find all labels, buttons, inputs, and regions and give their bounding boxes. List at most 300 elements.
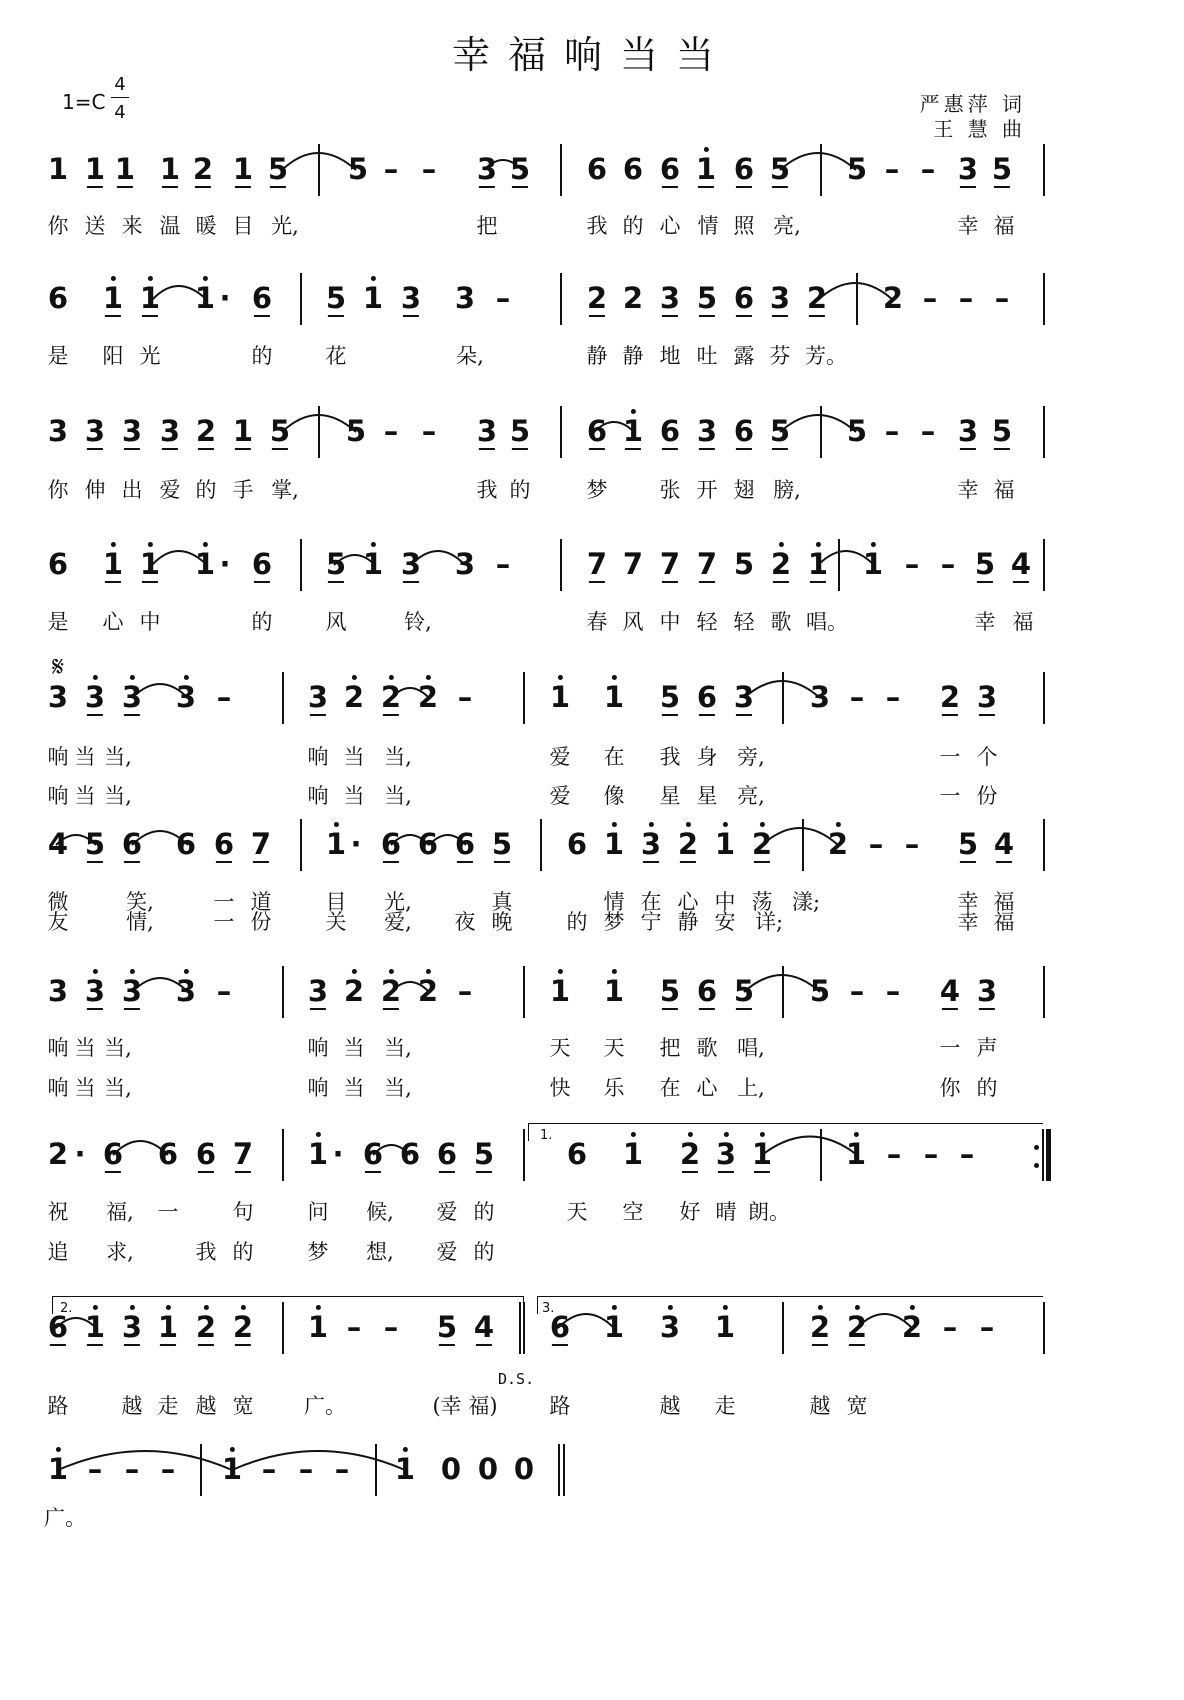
note: 5 <box>509 414 531 448</box>
underline-beam <box>662 714 678 716</box>
note: 3 <box>122 1313 142 1342</box>
barline <box>1043 819 1045 871</box>
underline-beam <box>994 186 1010 188</box>
lyric-verse-2: 星 <box>659 784 681 808</box>
underline-beam <box>552 1344 568 1346</box>
lyric-verse-1: 中 <box>139 610 161 634</box>
underline-beam <box>476 1171 492 1173</box>
note: 3 <box>307 974 329 1008</box>
note: 3 <box>769 281 791 315</box>
augmentation-dot: · <box>74 1137 86 1171</box>
lyric-verse-1: 响 <box>307 1036 329 1060</box>
lyricist-credit: 严惠萍 词 <box>919 92 1026 116</box>
lyric-verse-1: 好 <box>679 1200 701 1224</box>
dash-extension: – <box>457 974 473 1008</box>
tie <box>58 1451 232 1470</box>
lyric-verse-1: 心 <box>102 610 124 634</box>
underline-beam <box>403 581 419 583</box>
underline-beam <box>195 186 211 188</box>
lyric-verse-1: 句 <box>232 1200 254 1224</box>
note: 1 <box>604 683 624 712</box>
note: 6 <box>696 974 718 1008</box>
note: 6 <box>436 1137 458 1171</box>
lyric-verse-1: (幸 福) <box>432 1394 498 1418</box>
lyric-verse-1: 阳 <box>102 344 124 368</box>
note: 6 <box>47 547 69 581</box>
underline-beam <box>87 714 103 716</box>
lyric-verse-1: 广。 <box>304 1394 346 1418</box>
lyric-verse-2: 上, <box>737 1076 765 1100</box>
lyric-verse-1: 问 <box>307 1200 329 1224</box>
lyric-verse-1: 张 <box>659 478 681 502</box>
note: 5 <box>809 974 831 1008</box>
lyric-verse-2: 幸 <box>957 910 979 934</box>
underline-beam <box>87 186 103 188</box>
high-octave-dot <box>111 276 116 281</box>
lyric-verse-1: 唱, <box>737 1036 765 1060</box>
note: 2 <box>381 977 401 1006</box>
lyric-verse-1: 中 <box>659 610 681 634</box>
lyric-verse-1: 身 <box>696 745 718 769</box>
note: 1 <box>114 152 136 186</box>
lyric-verse-1: 照 <box>733 214 755 238</box>
lyric-verse-1: 一 <box>939 1036 961 1060</box>
high-octave-dot <box>612 675 617 680</box>
underline-beam <box>198 448 214 450</box>
barline <box>820 144 822 196</box>
high-octave-dot <box>558 969 563 974</box>
dash-extension: – <box>383 414 399 448</box>
underline-beam <box>365 1171 381 1173</box>
final-barline <box>558 1444 560 1496</box>
dash-extension: – <box>884 414 900 448</box>
high-octave-dot <box>230 1447 235 1452</box>
note: 5 <box>345 414 367 448</box>
high-octave-dot <box>130 969 135 974</box>
note: 2 <box>680 1140 700 1169</box>
augmentation-dot: · <box>219 547 231 581</box>
note: 1 <box>604 830 624 859</box>
underline-beam <box>979 1008 995 1010</box>
note: 6 <box>102 1137 124 1171</box>
underline-beam <box>105 1171 121 1173</box>
underline-beam <box>754 1171 770 1173</box>
lyric-verse-1: 空 <box>622 1200 644 1224</box>
lyric-verse-1: 广。 <box>44 1506 86 1530</box>
underline-beam <box>994 448 1010 450</box>
augmentation-dot: · <box>219 281 231 315</box>
lyric-verse-2: 响 <box>307 1076 329 1100</box>
note: 2 <box>882 281 904 315</box>
high-octave-dot <box>389 969 394 974</box>
lyric-verse-1: 梦 <box>586 478 608 502</box>
lyric-verse-1: 越 <box>121 1394 143 1418</box>
lyric-verse-1: 是 <box>47 344 69 368</box>
lyric-verse-2: 响 <box>47 784 69 808</box>
note: 3 <box>122 683 142 712</box>
note: 4 <box>1010 547 1032 581</box>
lyric-verse-2: 当, <box>384 1076 412 1100</box>
note: 1 <box>195 284 215 313</box>
lyric-verse-2: 心 <box>696 1076 718 1100</box>
underline-beam <box>772 448 788 450</box>
lyric-verse-1: 把 <box>476 214 498 238</box>
lyric-verse-1: 荡 <box>751 890 773 914</box>
underline-beam <box>662 581 678 583</box>
lyric-verse-1: 情 <box>697 214 719 238</box>
note: 1 <box>623 417 643 446</box>
note: 1 <box>103 284 123 313</box>
lyric-verse-1: 轻 <box>696 610 718 634</box>
underline-beam <box>162 186 178 188</box>
lyric-verse-1: 地 <box>659 344 681 368</box>
note: 1 <box>140 550 160 579</box>
lyric-verse-2: 梦 <box>307 1240 329 1264</box>
high-octave-dot <box>668 1305 673 1310</box>
high-octave-dot <box>816 542 821 547</box>
lyric-verse-1: 候, <box>366 1200 394 1224</box>
underline-beam <box>124 1344 140 1346</box>
note: 6 <box>659 152 681 186</box>
note: 2 <box>344 683 364 712</box>
volta-2-label: 2. <box>60 1301 73 1316</box>
time-signature-top: 4 <box>114 74 126 95</box>
underline-beam <box>162 448 178 450</box>
high-octave-dot <box>184 969 189 974</box>
high-octave-dot <box>352 675 357 680</box>
underline-beam <box>235 186 251 188</box>
underline-beam <box>87 1008 103 1010</box>
underline-beam <box>310 714 326 716</box>
note: 6 <box>213 827 235 861</box>
lyric-verse-1: 幸 <box>957 478 979 502</box>
dash-extension: – <box>922 281 938 315</box>
underline-beam <box>960 448 976 450</box>
lyric-verse-1: 道 <box>250 890 272 914</box>
high-octave-dot <box>854 1132 859 1137</box>
dash-extension: – <box>920 152 936 186</box>
note: 3 <box>47 680 69 714</box>
dash-extension: – <box>923 1137 939 1171</box>
lyric-verse-1: 当, <box>104 1036 132 1060</box>
note: 1 <box>326 830 346 859</box>
barline <box>782 1302 784 1354</box>
lyric-verse-1: 路 <box>549 1394 571 1418</box>
note: 6 <box>362 1137 384 1171</box>
high-octave-dot <box>148 276 153 281</box>
note: 0 <box>477 1452 499 1486</box>
note: 3 <box>476 414 498 448</box>
high-octave-dot <box>93 969 98 974</box>
double-barline <box>523 1302 525 1354</box>
note: 0 <box>513 1452 535 1486</box>
underline-beam <box>254 315 270 317</box>
high-octave-dot <box>612 1305 617 1310</box>
lyric-verse-1: 芬 <box>769 344 791 368</box>
high-octave-dot <box>203 276 208 281</box>
lyric-verse-2: 求, <box>106 1240 134 1264</box>
note: 2 <box>752 830 772 859</box>
underline-beam <box>772 315 788 317</box>
dash-extension: – <box>87 1452 103 1486</box>
high-octave-dot <box>93 1305 98 1310</box>
note: 1 <box>863 550 883 579</box>
lyric-verse-1: 我 <box>476 478 498 502</box>
underline-beam <box>124 448 140 450</box>
high-octave-dot <box>760 1132 765 1137</box>
high-octave-dot <box>241 1305 246 1310</box>
lyric-verse-2: 的 <box>976 1076 998 1100</box>
dash-extension: – <box>334 1452 350 1486</box>
high-octave-dot <box>111 542 116 547</box>
lyric-verse-1: 福 <box>993 214 1015 238</box>
lyric-verse-1: 旁, <box>737 745 765 769</box>
high-octave-dot <box>558 675 563 680</box>
note: 6 <box>157 1137 179 1171</box>
dash-extension: – <box>885 680 901 714</box>
note: 1 <box>363 284 383 313</box>
lyric-verse-1: 光 <box>139 344 161 368</box>
note: 1 <box>550 977 570 1006</box>
underline-beam <box>977 581 993 583</box>
lyric-verse-1: 你 <box>47 478 69 502</box>
underline-beam <box>736 315 752 317</box>
barline <box>523 966 525 1018</box>
lyric-verse-1: 晴 <box>715 1200 737 1224</box>
barline <box>1043 966 1045 1018</box>
note: 1 <box>696 155 716 184</box>
note: 1 <box>623 1140 643 1169</box>
lyric-verse-1: 当, <box>384 745 412 769</box>
lyric-verse-1: 心 <box>659 214 681 238</box>
high-octave-dot <box>779 542 784 547</box>
note: 1 <box>604 1313 624 1342</box>
note: 5 <box>659 974 681 1008</box>
lyric-verse-1: 当, <box>384 1036 412 1060</box>
note: 1 <box>395 1455 415 1484</box>
lyric-verse-2: 友 <box>47 910 69 934</box>
underline-beam <box>235 448 251 450</box>
lyric-verse-1: 微 <box>47 890 69 914</box>
note: 6 <box>586 152 608 186</box>
barline <box>523 672 525 724</box>
barline <box>375 1444 377 1496</box>
underline-beam <box>439 1171 455 1173</box>
note: 5 <box>509 152 531 186</box>
barline <box>300 819 302 871</box>
lyric-verse-1: 的 <box>251 610 273 634</box>
note: 2 <box>196 1313 216 1342</box>
lyric-verse-1: 越 <box>659 1394 681 1418</box>
underline-beam <box>235 1171 251 1173</box>
underline-beam <box>736 714 752 716</box>
tie <box>762 828 838 845</box>
note: 5 <box>769 414 791 448</box>
dash-extension: – <box>994 281 1010 315</box>
lyric-verse-2: 当 <box>74 784 96 808</box>
augmentation-dot: · <box>350 827 362 861</box>
underline-beam <box>736 448 752 450</box>
lyric-verse-1: 掌, <box>271 478 299 502</box>
dash-extension: – <box>885 974 901 1008</box>
lyric-verse-2: 福 <box>993 910 1015 934</box>
dash-extension: – <box>942 1310 958 1344</box>
ds-marking: D.S. <box>498 1370 535 1388</box>
barline <box>300 273 302 325</box>
lyric-verse-2: 详; <box>754 910 784 934</box>
high-octave-dot <box>371 542 376 547</box>
note: 1 <box>140 284 160 313</box>
note: 5 <box>269 414 291 448</box>
note: 3 <box>307 680 329 714</box>
note: 3 <box>476 152 498 186</box>
note: 2 <box>622 281 644 315</box>
note: 6 <box>622 152 644 186</box>
underline-beam <box>476 1344 492 1346</box>
underline-beam <box>736 186 752 188</box>
underline-beam <box>699 581 715 583</box>
lyric-verse-1: 当 <box>74 1036 96 1060</box>
underline-beam <box>718 1171 734 1173</box>
note: 6 <box>659 414 681 448</box>
underline-beam <box>328 581 344 583</box>
note: 1 <box>85 1313 105 1342</box>
underline-beam <box>383 714 399 716</box>
note: 3 <box>976 680 998 714</box>
high-octave-dot <box>631 1132 636 1137</box>
note: 2 <box>810 1313 830 1342</box>
barline <box>540 819 542 871</box>
lyric-verse-1: 响 <box>47 745 69 769</box>
lyric-verse-2: 份 <box>250 910 272 934</box>
lyric-verse-2: 爱, <box>384 910 412 934</box>
lyric-verse-1: 祝 <box>47 1200 69 1224</box>
dash-extension: – <box>216 680 232 714</box>
lyric-verse-2: 当 <box>343 784 365 808</box>
note: 6 <box>195 1137 217 1171</box>
lyric-verse-2: 静 <box>677 910 699 934</box>
lyric-verse-1: 天 <box>603 1036 625 1060</box>
note: 5 <box>733 974 755 1008</box>
lyric-verse-1: 吐 <box>696 344 718 368</box>
underline-beam <box>383 1008 399 1010</box>
dash-extension: – <box>421 152 437 186</box>
barline <box>820 406 822 458</box>
high-octave-dot <box>93 675 98 680</box>
underline-beam <box>589 581 605 583</box>
lyric-verse-2: 梦 <box>603 910 625 934</box>
lyric-verse-1: 真 <box>491 890 513 914</box>
high-octave-dot <box>130 1305 135 1310</box>
lyric-verse-2: 快 <box>549 1076 571 1100</box>
note: 6 <box>251 547 273 581</box>
note: 3 <box>696 414 718 448</box>
underline-beam <box>254 581 270 583</box>
note: 6 <box>47 281 69 315</box>
underline-beam <box>662 1008 678 1010</box>
lyric-verse-1: 一 <box>939 745 961 769</box>
note: 1 <box>715 1313 735 1342</box>
song-title: 幸福响当当 <box>451 33 732 77</box>
tie <box>780 153 856 170</box>
lyric-verse-1: 幸 <box>957 214 979 238</box>
high-octave-dot <box>688 1132 693 1137</box>
note: 1 <box>84 152 106 186</box>
note: 3 <box>400 281 422 315</box>
underline-beam <box>479 186 495 188</box>
lyric-verse-1: 一 <box>157 1200 179 1224</box>
high-octave-dot <box>612 969 617 974</box>
high-octave-dot <box>389 675 394 680</box>
underline-beam <box>736 1008 752 1010</box>
high-octave-dot <box>203 542 208 547</box>
lyric-verse-2: 爱 <box>436 1240 458 1264</box>
lyric-verse-1: 路 <box>47 1394 69 1418</box>
note: 3 <box>957 414 979 448</box>
high-octave-dot <box>334 822 339 827</box>
underline-beam <box>270 186 286 188</box>
barline <box>1043 406 1045 458</box>
lyric-verse-2: 关 <box>325 910 347 934</box>
barline <box>1043 144 1045 196</box>
dash-extension: – <box>261 1452 277 1486</box>
note: 5 <box>846 152 868 186</box>
note: 2 <box>771 550 791 579</box>
underline-beam <box>810 581 826 583</box>
lyric-verse-1: 宽 <box>846 1394 868 1418</box>
barline <box>782 672 784 724</box>
barline <box>802 819 804 871</box>
note: 7 <box>659 547 681 581</box>
note: 3 <box>122 977 142 1006</box>
barline <box>282 1129 284 1181</box>
lyric-verse-1: 朵, <box>456 344 484 368</box>
lyric-verse-1: 爱 <box>159 478 181 502</box>
lyric-verse-1: 静 <box>622 344 644 368</box>
lyric-verse-1: 温 <box>159 214 181 238</box>
underline-beam <box>105 581 121 583</box>
high-octave-dot <box>426 969 431 974</box>
note: 1 <box>808 550 828 579</box>
note: 3 <box>47 974 69 1008</box>
barline <box>282 966 284 1018</box>
underline-beam <box>403 315 419 317</box>
lyric-verse-1: 个 <box>976 745 998 769</box>
high-octave-dot <box>649 822 654 827</box>
lyric-verse-1: 亮, <box>773 214 801 238</box>
note: 2 <box>586 281 608 315</box>
note: 2 <box>418 683 438 712</box>
note: 6 <box>566 827 588 861</box>
underline-beam <box>662 315 678 317</box>
note: 3 <box>85 683 105 712</box>
barline <box>1043 1302 1045 1354</box>
volta-1-line <box>528 1123 1043 1124</box>
lyric-verse-1: 响 <box>307 745 329 769</box>
lyric-verse-1: 伸 <box>84 478 106 502</box>
underline-beam <box>699 315 715 317</box>
high-octave-dot <box>148 542 153 547</box>
lyric-verse-1: 情 <box>603 890 625 914</box>
high-octave-dot <box>166 1305 171 1310</box>
lyric-verse-1: 静 <box>586 344 608 368</box>
underline-beam <box>589 448 605 450</box>
note: 7 <box>622 547 644 581</box>
note: 6 <box>549 1310 571 1344</box>
underline-beam <box>773 581 789 583</box>
lyric-verse-1: 越 <box>195 1394 217 1418</box>
high-octave-dot <box>723 1305 728 1310</box>
